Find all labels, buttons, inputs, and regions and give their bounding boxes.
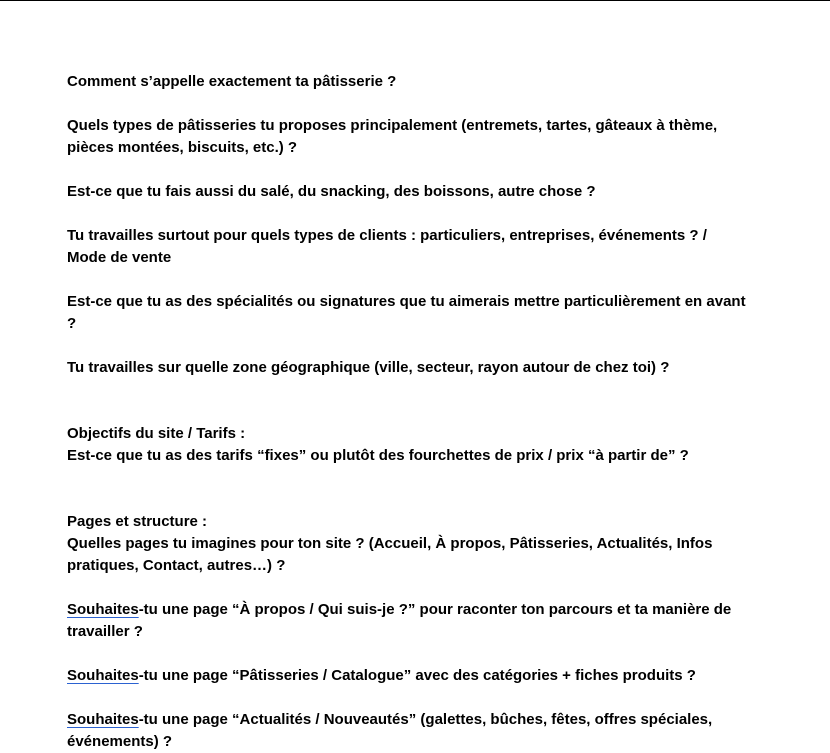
- question-geographic-zone: Tu travailles sur quelle zone géographique (ville, secteur, rayon autour de chez toi) ?: [67, 359, 670, 376]
- question-pastry-name: Comment s’appelle exactement ta pâtisserie ?: [67, 73, 397, 90]
- paragraph-spacer: [67, 467, 747, 511]
- paragraph-spacer: [67, 687, 747, 709]
- paragraph-spacer: [67, 335, 747, 357]
- paragraph-spacer: [67, 577, 747, 599]
- spellcheck-word[interactable]: Souhaites: [67, 601, 139, 618]
- spellcheck-word[interactable]: Souhaites: [67, 667, 139, 684]
- paragraph-spacer: [67, 203, 747, 225]
- paragraph-spacer: [67, 643, 747, 665]
- question-specialties: Est-ce que tu as des spécialités ou signatures que tu aimerais mettre particulièrement en avant ?: [67, 293, 746, 332]
- spellcheck-word[interactable]: Souhaites: [67, 711, 139, 728]
- paragraph-spacer: [67, 159, 747, 181]
- question-news-page-text: -tu une page “Actualités / Nouveautés” (galettes, bûches, fêtes, offres spéciales, événements) ?: [67, 711, 713, 750]
- section-heading-objectives: Objectifs du site / Tarifs :: [67, 425, 246, 442]
- paragraph-spacer: [67, 269, 747, 291]
- question-other-offers: Est-ce que tu fais aussi du salé, du snacking, des boissons, autre chose ?: [67, 183, 596, 200]
- paragraph-spacer: [67, 379, 747, 423]
- question-pricing: Est-ce que tu as des tarifs “fixes” ou plutôt des fourchettes de prix / prix “à partir de” ?: [67, 447, 689, 464]
- section-heading-pages: Pages et structure :: [67, 513, 208, 530]
- question-client-types: Tu travailles surtout pour quels types de clients : particuliers, entreprises, événements ? / Mode de vente: [67, 227, 707, 266]
- question-news-page: [67, 709, 747, 753]
- question-about-page-text: -tu une page “À propos / Qui suis-je ?” pour raconter ton parcours et ta manière de travailler ?: [67, 601, 732, 640]
- paragraph-spacer: [67, 93, 747, 115]
- question-about-page: [67, 599, 747, 643]
- question-site-pages: Quelles pages tu imagines pour ton site ? (Accueil, À propos, Pâtisseries, Actualités, Infos pratiques, Contact, autres…) ?: [67, 535, 713, 574]
- question-catalog-page: [67, 665, 747, 687]
- question-pastry-types: Quels types de pâtisseries tu proposes principalement (entremets, tartes, gâteaux à thème, pièces montées, biscuits, etc.) ?: [67, 117, 718, 156]
- document-page: [67, 71, 747, 753]
- page-top-border: [0, 0, 830, 1]
- question-catalog-page-text: -tu une page “Pâtisseries / Catalogue” avec des catégories + fiches produits ?: [138, 667, 696, 684]
